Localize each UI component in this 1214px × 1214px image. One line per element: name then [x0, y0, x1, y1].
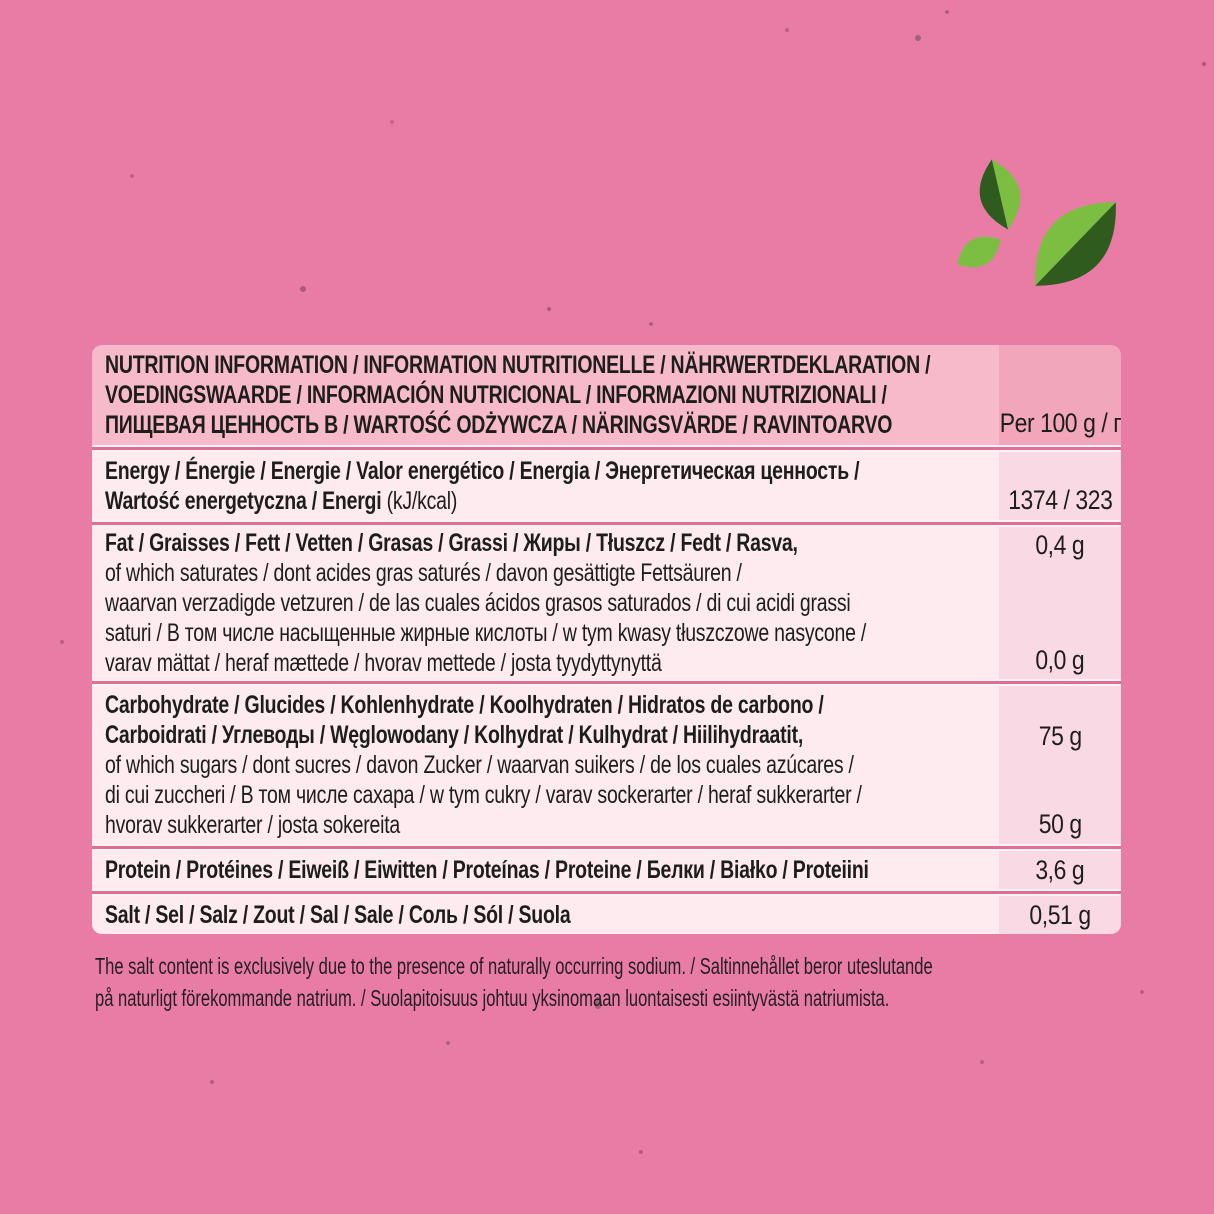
row-divider: [92, 520, 1121, 527]
row-divider: [92, 679, 1121, 686]
footnote-line: på naturligt förekommande natrium. / Suolapitoisuus johtuu yksinomaan luontaisesti esiintyvästä natriumista.: [95, 985, 890, 1011]
row-divider: [92, 844, 1121, 851]
carbohydrate-sugars-value: 50 g: [1038, 809, 1082, 839]
fat-values: [999, 527, 1121, 679]
salt-label: Salt / Sel / Salz / Zout / Sal / Sale / Соль / Sól / Suola: [92, 896, 999, 934]
per-100g-column-header: Per 100 g / г: [999, 345, 1121, 445]
carbohydrate-label-line: di cui zuccheri / В том числе сахара / w tym cukry / varav sockerarter / heraf sukkerarter /: [105, 781, 862, 809]
fat-label-line: varav mättat / heraf mættede / hvorav mettede / josta tyydyttynyttä: [105, 649, 662, 677]
row-fat: [92, 527, 1121, 679]
protein-value: 3,6 g: [999, 851, 1121, 889]
table-title-line: NUTRITION INFORMATION / INFORMATION NUTRITIONELLE / NÄHRWERTDEKLARATION /: [105, 351, 931, 379]
fat-label: [92, 527, 999, 679]
nutrition-table: [92, 345, 1121, 934]
table-title-line: VOEDINGSWAARDE / INFORMACIÓN NUTRICIONAL / INFORMAZIONI NUTRIZIONALI /: [105, 381, 887, 409]
leaf-icon: [950, 227, 1007, 276]
salt-value: 0,51 g: [999, 896, 1121, 934]
fat-saturates-value: 0,0 g: [1035, 645, 1085, 675]
leaf-icon: [1014, 181, 1138, 306]
fat-total-value: 0,4 g: [1035, 530, 1085, 560]
fat-label-line: of which saturates / dont acides gras saturés / davon gesättigte Fettsäuren /: [105, 559, 742, 587]
carbohydrate-values: [999, 686, 1121, 844]
carbohydrate-label-line: Carbohydrate / Glucides / Kohlenhydrate / Koolhydraten / Hidratos de carbono /: [105, 691, 824, 719]
energy-value: 1374 / 323: [999, 452, 1121, 520]
fat-label-line: saturi / В том числе насыщенные жирные кислоты / w tym kwasy tłuszczowe nasycone /: [105, 619, 867, 647]
leaf-icon: [972, 155, 1027, 234]
table-title: [92, 345, 999, 445]
salt-footnote: [95, 950, 1155, 1014]
carbohydrate-label-line: of which sugars / dont sucres / davon Zucker / waarvan suikers / de los cuales azúcares /: [105, 751, 854, 779]
carbohydrate-total-value: 75 g: [1038, 721, 1082, 751]
table-header-row: [92, 345, 1121, 445]
leaves-illustration: [930, 138, 1142, 310]
row-divider: [92, 889, 1121, 896]
carbohydrate-label: [92, 686, 999, 844]
row-divider: [92, 445, 1121, 452]
row-energy: [92, 452, 1121, 520]
fat-label-line: waarvan verzadigde vetzuren / de las cuales ácidos grasos saturados / di cui acidi grassi: [105, 589, 851, 617]
energy-label-line: Energy / Énergie / Energie / Valor energético / Energia / Энергетическая ценность /: [105, 457, 860, 485]
fat-label-line: Fat / Graisses / Fett / Vetten / Grasas / Grassi / Жиры / Tłuszcz / Fedt / Rasva,: [105, 529, 798, 557]
carbohydrate-label-line: hvorav sukkerarter / josta sokereita: [105, 811, 401, 839]
energy-label: [92, 452, 999, 520]
energy-label-line: Wartość energetyczna / Energi (kJ/kcal): [105, 487, 458, 515]
table-title-line: ПИЩЕВАЯ ЦЕННОСТЬ В / WARTOŚĆ ODŻYWCZA / NÄRINGSVÄRDE / RAVINTOARVO: [105, 411, 893, 439]
row-salt: [92, 896, 1121, 934]
row-protein: [92, 851, 1121, 889]
protein-label: Protein / Protéines / Eiweiß / Eiwitten / Proteínas / Proteine / Белки / Białko / Proteiini: [92, 851, 999, 889]
row-carbohydrate: [92, 686, 1121, 844]
carbohydrate-label-line: Carboidrati / Углеводы / Węglowodany / Kolhydrat / Kulhydrat / Hiilihydraatit,: [105, 721, 804, 749]
footnote-line: The salt content is exclusively due to the presence of naturally occurring sodium. / Saltinnehållet beror uteslutande: [95, 953, 933, 979]
